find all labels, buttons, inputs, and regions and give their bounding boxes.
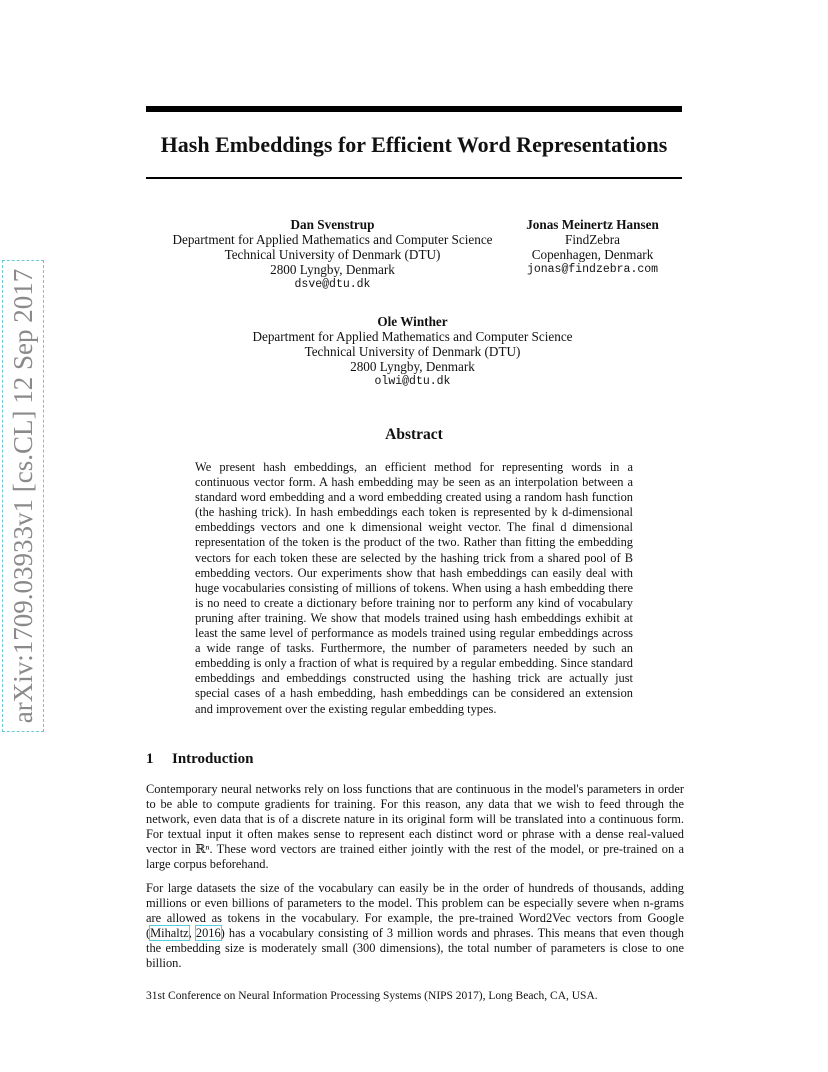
arxiv-stamp[interactable]: arXiv:1709.03933v1 [cs.CL] 12 Sep 2017	[2, 260, 44, 732]
author-dept: Department for Applied Mathematics and Computer Science	[172, 232, 493, 247]
section-heading	[146, 751, 253, 768]
abstract-heading: Abstract	[385, 426, 443, 443]
paragraph-text: ) has a vocabulary consisting of 3 million words and phrases. This means that even though the embedding size is moderately small (300 dimensions), the total number of parameters is close to one billion.	[146, 926, 684, 971]
section-title: Introduction	[172, 751, 254, 767]
author-email[interactable]: olwi@dtu.dk	[374, 375, 451, 388]
author-name: Dan Svenstrup	[290, 217, 375, 232]
abstract-text: We present hash embeddings, an efficient method for representing words in a continuous vector form. A hash embedding may be seen as an interpolation between a standard word embedding and a word embedding created using a random hash function (the hashing trick). In hash embeddings each token is represented by k d-dimensional embeddings vectors and one k dimensional weight vector. The final d dimensional representation of the token is the product of the two. Rather than fitting the embedding vectors for each token these are selected by the hashing trick from a shared pool of B embedding vectors. Our experiments show that hash embeddings can easily deal with huge vocabularies consisting of millions of tokens. When using a hash embedding there is no need to create a dictionary before training nor to perform any kind of vocabulary pruning after training. We show that models trained using hash embeddings exhibit at least the same level of performance as models trained using regular embeddings across a wide range of tasks. Furthermore, the number of parameters needed by such an embedding is only a fraction of what is required by a regular embedding. Since standard embeddings and embeddings constructed using the hashing trick are actually just special cases of a hash embedding, hash embeddings can be considered an extension and improvement over the existing regular embedding types.	[195, 460, 633, 716]
citation-link-author[interactable]: Mihaltz	[150, 926, 189, 941]
author-dept: FindZebra	[565, 232, 620, 247]
author-addr: Copenhagen, Denmark	[531, 247, 654, 262]
author-addr: 2800 Lyngby, Denmark	[350, 359, 475, 374]
intro-paragraph-2	[146, 881, 684, 972]
author-dept: Department for Applied Mathematics and Computer Science	[252, 329, 573, 344]
conference-footnote: 31st Conference on Neural Information Processing Systems (NIPS 2017), Long Beach, CA, USA.	[146, 990, 598, 1002]
paragraph-text: For large datasets the size of the vocabulary can easily be in the order of hundreds of thousands, adding millions or even billions of parameters to the model. This problem can be especially severe when n-grams are allowed as tokens in the vocabulary. For example, the pre-trained Word2Vec vectors from Google (	[146, 881, 684, 941]
author-name: Jonas Meinertz Hansen	[526, 217, 659, 232]
author-block-3	[240, 314, 585, 389]
author-block-2	[510, 217, 675, 277]
citation-link-year[interactable]: 2016	[195, 926, 221, 941]
author-addr: 2800 Lyngby, Denmark	[270, 262, 395, 277]
section-number: 1	[146, 751, 154, 767]
author-inst: Technical University of Denmark (DTU)	[224, 247, 441, 262]
author-name: Ole Winther	[377, 314, 448, 329]
intro-paragraph-1: Contemporary neural networks rely on loss functions that are continuous in the model's parameters in order to be able to compute gradients for training. For this reason, any data that we wish to feed through the network, even data that is of a discrete nature in its original form will be translated into a continuous form. For textual input it often makes sense to represent each distinct word or phrase with a dense real-valued vector in ℝⁿ. These word vectors are trained either jointly with the rest of the model, or pre-trained on a large corpus beforehand.	[146, 782, 684, 872]
citation-separator: ,	[188, 926, 196, 941]
title-top-rule	[146, 106, 682, 112]
author-email[interactable]: jonas@findzebra.com	[526, 263, 659, 276]
title-bottom-rule	[146, 177, 682, 179]
author-inst: Technical University of Denmark (DTU)	[304, 344, 521, 359]
paper-title: Hash Embeddings for Efficient Word Representations	[160, 132, 668, 157]
author-email[interactable]: dsve@dtu.dk	[294, 278, 371, 291]
author-block-1	[160, 217, 505, 292]
